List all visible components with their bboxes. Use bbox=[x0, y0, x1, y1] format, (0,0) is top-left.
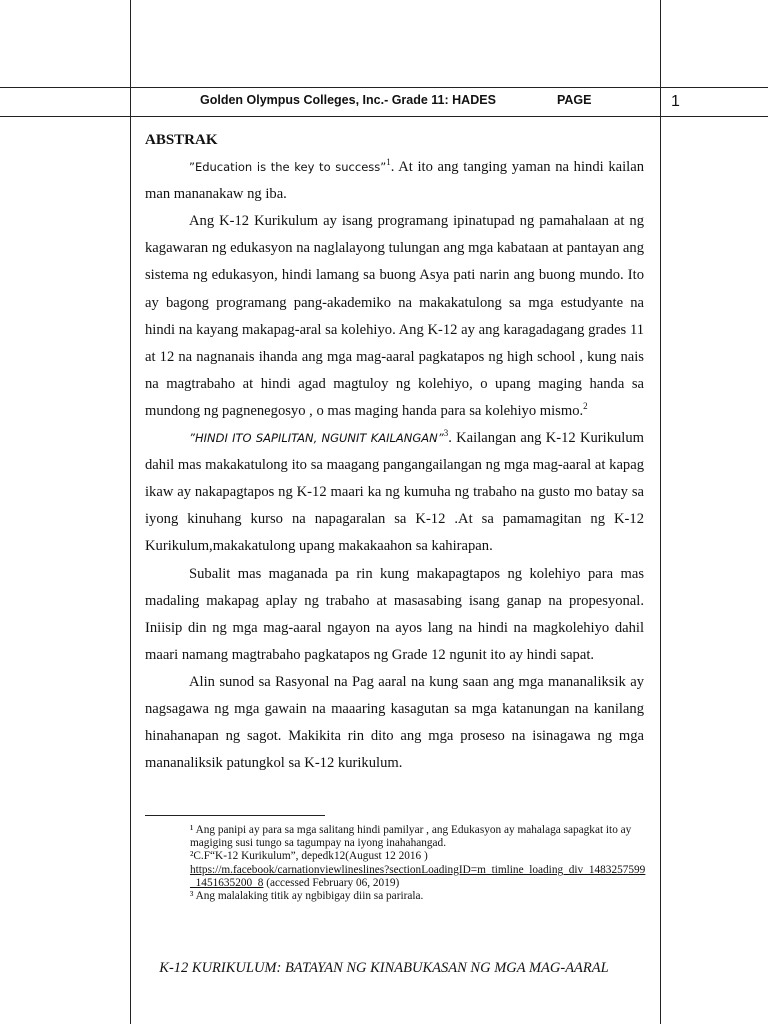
quote-hindi-sapilitan: ”HINDI ITO SAPILITAN, NGUNIT KAILANGAN” bbox=[189, 431, 444, 446]
footnote-2-ref: ²C.F“K-12 Kurikulum”, depedk12(August 12 2016 ) bbox=[190, 850, 428, 863]
page-number: 1 bbox=[671, 93, 680, 110]
header-top-line bbox=[0, 87, 768, 88]
paragraph-3-text: . Kailangan ang K-12 Kurikulum dahil mas makakatulong ito sa maagang pangangailangan ng mga mag-aaral at kapag ikaw ay nakapagtapos ng K-12 maari ka ng kumuha ng trabaho na gusto mo batay sa iyong kinuhang kurso na napagaralan sa K-12 .At sa pamamagitan ng K-12 Kurikulum,makakatulong upang makakaahon sa kahirapan. bbox=[145, 430, 644, 555]
right-margin-line bbox=[660, 0, 661, 1024]
footnote-ref-2: 2 bbox=[583, 401, 588, 412]
header-title: Golden Olympus Colleges, Inc.- Grade 11: HADES bbox=[200, 93, 496, 107]
paragraph-1 bbox=[145, 154, 644, 208]
paragraph-4: Subalit mas maganada pa rin kung makapagtapos ng kolehiyo para mas madaling makapag aplay ng trabaho at masasabing isang ganap na propesyonal. Iniisip din ng mga mag-aaral ngayon na ayos lang na hindi na magkolehiyo dahil maari namang magtrabaho pagkatapos ng Grade 12 ngunit ito ay hindi sapat. bbox=[145, 565, 644, 663]
section-heading: ABSTRAK bbox=[145, 132, 218, 148]
footnote-separator bbox=[145, 815, 325, 816]
footnote-2-accessed: (accessed February 06, 2019) bbox=[263, 876, 400, 889]
quote-education: ”Education is the key to success” bbox=[189, 160, 387, 175]
footnote-ref-3: 3 bbox=[443, 428, 449, 439]
header-bottom-line bbox=[0, 116, 768, 117]
footnote-1: ¹ Ang panipi ay para sa mga salitang hindi pamilyar , ang Edukasyon ay mahalaga sapagkat ito ay magiging susi tungo sa tagumpay na iyong inahahangad. bbox=[190, 824, 632, 850]
footnote-ref-1: 1 bbox=[386, 157, 391, 168]
footnote-2 bbox=[190, 850, 650, 890]
footnote-2-link[interactable]: https://m.facebook/carnationviewlineslines?sectionLoadingID=m_timline_loading_div_1483257599_1451635200_8 bbox=[190, 863, 646, 889]
paragraph-2-text: Ang K-12 Kurikulum ay isang programang ipinatupad ng pamahalaan at ng kagawaran ng edukasyon na naglalayong tulungan ang mga kabataan at pantayan ang sistema ng edukasyon, hindi lamang sa buong Asya pati narin ang buong mundo. Ito ay bagong programang pang-akademiko na makakatulong sa mga estudyante na hindi na kayang makapag-aral sa kolehiyo. Ang K-12 ay ang karagadagang grades 11 at 12 na nagnanais ihanda ang mga mag-aaral pagkatapos ng high school , kung nais na magtrabaho at hindi agad magtuloy ng kolehiyo, o upang maging handa sa mundong ng pagnenegosyo , o mas maging handa para sa kolehiyo mismo. bbox=[145, 213, 644, 419]
paragraph-1-text: . At ito ang tanging yaman na hindi kailan man mananakaw ng iba. bbox=[145, 159, 644, 203]
paragraph-3 bbox=[145, 425, 644, 560]
footer-title: K-12 KURIKULUM: BATAYAN NG KINABUKASAN NG MGA MAG-AARAL bbox=[159, 960, 609, 976]
footnotes bbox=[190, 824, 650, 903]
document-body bbox=[145, 127, 644, 777]
left-margin-line bbox=[130, 0, 131, 1024]
header-page-label: PAGE bbox=[557, 93, 592, 107]
footnote-3: ³ Ang malalaking titik ay ngbibigay diin sa parirala. bbox=[190, 890, 424, 903]
paragraph-5: Alin sunod sa Rasyonal na Pag aaral na kung saan ang mga mananaliksik ay nagsagawa ng mga gawain na maaaring kasagutan sa mga katanungan na kanilang hinahanapan ng sagot. Makikita rin dito ang mga proseso na isinagawa ng mga mananaliksik patungkol sa K-12 kurikulum. bbox=[145, 673, 644, 772]
paragraph-2 bbox=[145, 208, 644, 425]
